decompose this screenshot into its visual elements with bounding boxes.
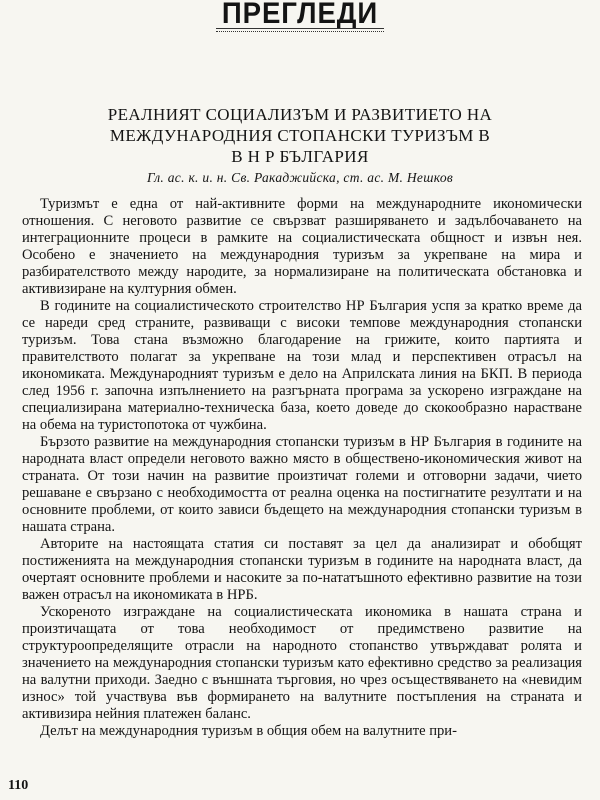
body-paragraph: Бързото развитие на международния стопански туризъм в НР България в годините на народната власт определи неговото важно място в обществено-икономическия живот на страната. От този начин на развитие произтичат големи и отговорни задачи, чието решаване е свързано с необходимостта от реална оценка на постигнатите резултати и на основните проблеми, от които зависи бъдещето на международния стопански туризъм в нашата страна. — [22, 434, 582, 535]
header-rule-dotted — [216, 31, 384, 32]
body-paragraph: Ускореното изграждане на социалистическата икономика в нашата страна и произтичащата от това необходимост от предимствено развитие на структуроопределящите отрасли на народното стопанство утвърждават ролята и значението на международния стопански туризъм като ефективно средство за реализация на валутни приходи. Заедно с външната търговия, но чрез осъществяването на «невидим износ» той участвува във формирането на валутните постъпления на страната и активизира нейния платежен баланс. — [22, 604, 582, 722]
section-title: ПРЕГЛЕДИ — [221, 0, 379, 30]
article-title-line: В Н Р БЪЛГАРИЯ — [231, 147, 369, 166]
body-paragraph: Туризмът е една от най-активните форми на международните икономически отношения. С неговото развитие се свързват разширяването и задълбочаването на интеграционните процеси в рамките на социалистическата общност и извън нея. Особено е значението на международния туризъм за укрепване на мира и разбирателството между народите, за нормализиране на политическата обстановка и активизиране на културния обмен. — [22, 196, 582, 297]
article-title-line: МЕЖДУНАРОДНИЯ СТОПАНСКИ ТУРИЗЪМ В — [109, 126, 491, 145]
page-number: 110 — [8, 778, 29, 793]
article-authors: Гл. ас. к. и. н. Св. Ракаджийска, ст. ас. М. Нешков — [146, 170, 454, 185]
article-body — [22, 196, 582, 740]
article-title — [60, 104, 540, 167]
article-title-line: РЕАЛНИЯТ СОЦИАЛИЗЪМ И РАЗВИТИЕТО НА — [107, 105, 493, 124]
section-header — [212, 0, 388, 38]
body-paragraph: В годините на социалистическото строителство НР България успя за кратко време да се нареди сред страните, развиващи с високи темпове международния стопански туризъм. Това стана възможно благодарение на грижите, които партията и правителството полагат за укрепване на този млад и перспективен отрасъл на икономиката. Международният туризъм е дело на Априлската линия на БКП. В периода след 1956 г. започна изпълнението на разгърната програма за ускорено изграждане на специализирана материално-техническа база, което доведе до скокообразно нарастване на обема на туристопотока от чужбина. — [22, 298, 582, 433]
body-paragraph: Делът на международния туризъм в общия обем на валутните при- — [40, 723, 457, 739]
body-paragraph: Авторите на настоящата статия си поставят за цел да анализират и обобщят постиженията на международния стопански туризъм в годините на народната власт, да очертаят основните проблеми и насоките за по-нататъшното ефективно развитие на този важен отрасъл на икономиката в НРБ. — [22, 536, 582, 603]
header-rule — [216, 28, 384, 29]
